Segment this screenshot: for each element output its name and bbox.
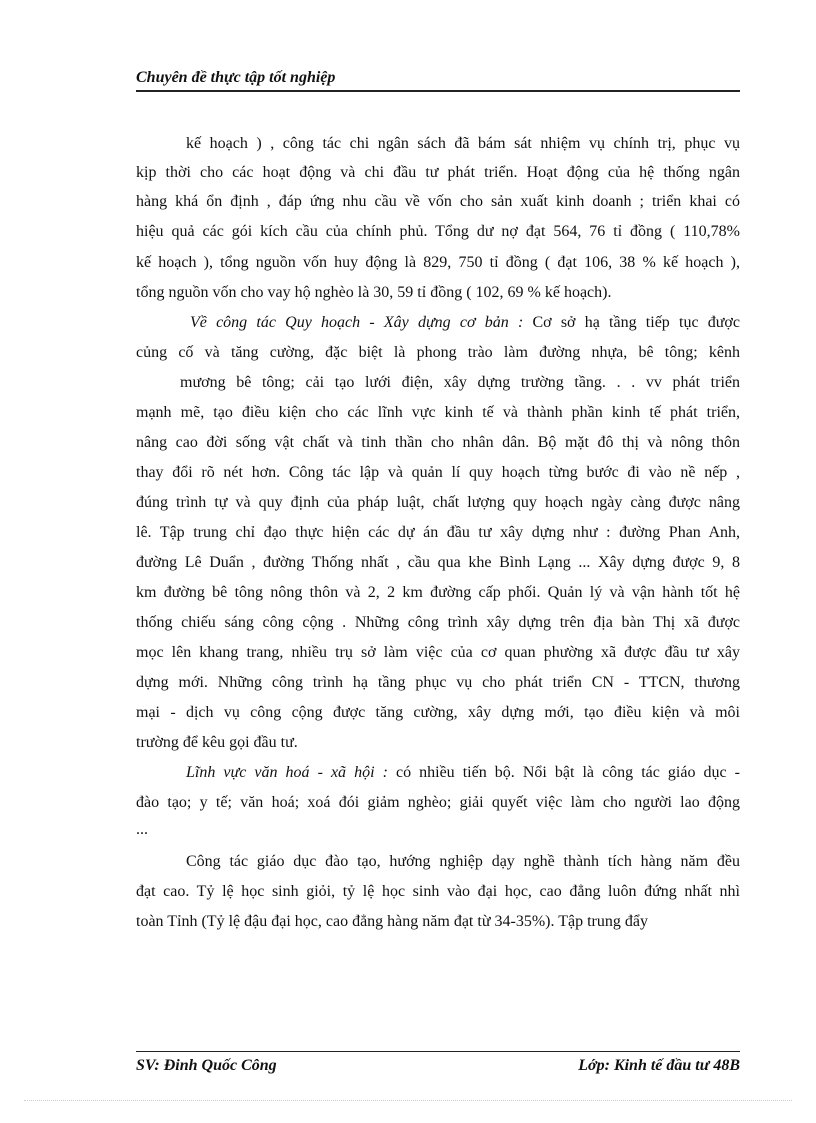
page-footer [136,1056,740,1076]
text-line: lê. Tập trung chỉ đạo thực hiện các dự án đầu tư xây dựng như : đường Phan Anh, [136,524,740,541]
text-fragment: có nhiều tiến bộ. Nổi bật là công tác giáo dục - [387,764,741,781]
text-line: tổng nguồn vốn cho vay hộ nghèo là 30, 59 tỉ đồng ( 102, 69 % kế hoạch). [136,284,612,301]
footer-class-name: Lớp: Kinh tế đầu tư 48B [578,1057,740,1074]
text-line: mương bê tông; cải tạo lưới điện, xây dựng trường tầng. . . vv phát triển [180,374,740,391]
text-line: dựng mới. Những công trình hạ tầng phục vụ cho phát triển CN - TTCN, thương [136,674,740,691]
footer-divider [136,1051,740,1052]
text-line: toàn Tỉnh (Tỷ lệ đậu đại học, cao đẳng hàng năm đạt từ 34-35%). Tập trung đẩy [136,913,648,930]
page-bottom-border [24,1100,792,1101]
text-line: thay đổi rõ nét hơn. Công tác lập và quản lí quy hoạch từng bước đi vào nề nếp , [136,464,740,481]
text-line [186,763,740,783]
text-line: đường Lê Duẩn , đường Thống nhất , cầu qua khe Bình Lạng ... Xây dựng được 9, 8 [136,554,740,571]
text-line [190,313,740,333]
section-lead-construction: Về công tác Quy hoạch - Xây dựng cơ bản : [190,314,524,331]
text-line: đúng trình tự và quy định của pháp luật, chất lượng quy hoạch ngày càng được nâng [136,494,740,511]
page-header-title: Chuyên đề thực tập tốt nghiệp [136,69,336,86]
text-fragment: Cơ sở hạ tầng tiếp tục được [523,314,740,331]
section-lead-culture-society: Lĩnh vực văn hoá - xã hội : [186,764,388,781]
text-line: kịp thời cho các hoạt động và chi đầu tư phát triển. Hoạt động của hệ thống ngân [136,164,740,181]
text-line: đào tạo; y tế; văn hoá; xoá đói giảm nghèo; giải quyết việc làm cho người lao động [136,794,740,811]
text-line: km đường bê tông nông thôn và 2, 2 km đường cấp phối. Quản lý và vận hành tốt hệ [136,584,740,601]
text-line: mại - dịch vụ công cộng được tăng cường, xây dựng mới, tạo điều kiện và môi [136,704,740,721]
text-line: hiệu quả các gói kích cầu của chính phủ. Tổng dư nợ đạt 564, 76 tỉ đồng ( 110,78% [136,223,740,240]
text-line: trường để kêu gọi đầu tư. [136,734,298,751]
text-line: hàng khá ổn định , đáp ứng nhu cầu về vốn cho sản xuất kinh doanh ; triển khai có [136,193,740,210]
text-line: kế hoạch ), tổng nguồn vốn huy động là 829, 750 tỉ đồng ( đạt 106, 38 % kế hoạch ), [136,254,740,271]
text-line: mạnh mẽ, tạo điều kiện cho các lĩnh vực kinh tế và thành phần kinh tế phát triển, [136,404,740,421]
text-line: ... [136,821,148,838]
text-line: mọc lên khang trang, nhiều trụ sở làm việc của cơ quan phường xã được đầu tư xây [136,644,740,661]
text-line: củng cố và tăng cường, đặc biệt là phong trào làm đường nhựa, bê tông; kênh [136,344,740,361]
text-line: đạt cao. Tỷ lệ học sinh giỏi, tỷ lệ học sinh vào đại học, cao đẳng luôn đứng nhất nhì [136,883,740,900]
footer-student-name: SV: Đinh Quốc Công [136,1057,277,1074]
text-line: nâng cao đời sống vật chất và tinh thần cho nhân dân. Bộ mặt đô thị và nông thôn [136,434,740,451]
text-line: thống chiếu sáng công cộng . Những công trình xây dựng trên địa bàn Thị xã được [136,614,740,631]
text-line: Công tác giáo dục đào tạo, hướng nghiệp dạy nghề thành tích hàng năm đều [186,853,740,870]
text-line: kế hoạch ) , công tác chi ngân sách đã bám sát nhiệm vụ chính trị, phục vụ [186,135,740,152]
